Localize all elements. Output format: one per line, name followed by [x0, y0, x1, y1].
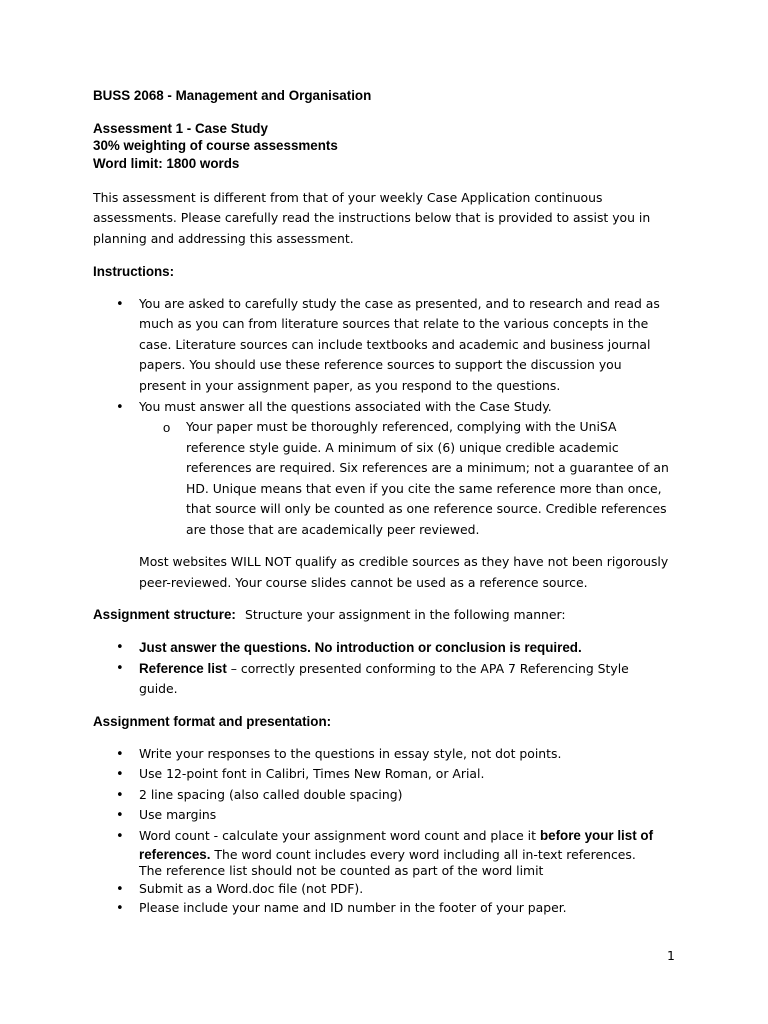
sub-bullet-line: Your paper must be thoroughly referenced, complying with the UniSA	[186, 419, 617, 434]
bullet-line: present in your assignment paper, as you respond to the questions.	[139, 378, 561, 393]
bullet-line: papers. You should use these reference sources to support the discussion you	[139, 357, 622, 372]
format-item-text: Submit as a Word.doc file (not PDF).	[139, 881, 364, 896]
reference-list-label: Reference list	[139, 661, 227, 676]
word-count-line2	[139, 848, 636, 861]
bullet-marker: •	[116, 640, 124, 655]
bullet-marker: •	[116, 297, 124, 312]
bullet-marker: •	[116, 788, 124, 803]
word-count-line3: The reference list should not be counted as part of the word limit	[139, 863, 544, 878]
structure-item-text: Just answer the questions. No introduction or conclusion is required.	[139, 640, 582, 655]
structure-item-line2: guide.	[139, 681, 178, 696]
intro-line: This assessment is different from that of your weekly Case Application continuous	[93, 190, 603, 205]
intro-line: assessments. Please carefully read the instructions below that is provided to assist you in	[93, 210, 651, 225]
sub-bullet-line: reference style guide. A minimum of six (6) unique credible academic	[186, 440, 619, 455]
bullet-line: much as you can from literature sources that relate to the various concepts in the	[139, 316, 649, 331]
intro-line: planning and addressing this assessment.	[93, 231, 354, 246]
bullet-marker: •	[116, 747, 124, 762]
sub-bullet-line: are those that are academically peer reviewed.	[186, 522, 480, 537]
word-count-line1	[139, 829, 653, 842]
word-count-prefix: Word count - calculate your assignment word count and place it	[139, 828, 540, 843]
bullet-marker: •	[116, 400, 124, 415]
format-heading: Assignment format and presentation:	[93, 714, 332, 729]
format-item-text: Write your responses to the questions in essay style, not dot points.	[139, 746, 562, 761]
page-number: 1	[667, 948, 675, 963]
bullet-marker: •	[116, 901, 124, 916]
assessment-word-limit: Word limit: 1800 words	[93, 156, 240, 171]
reference-list-rest: – correctly presented conforming to the APA 7 Referencing Style	[226, 661, 629, 676]
note-line: Most websites WILL NOT qualify as credible sources as they have not been rigorously	[139, 554, 669, 569]
bullet-marker: •	[116, 829, 124, 844]
bullet-marker: •	[116, 661, 124, 676]
structure-heading: Assignment structure:	[93, 607, 236, 622]
sub-bullet-line: that source will only be counted as one reference source. Credible references	[186, 501, 667, 516]
format-item-text: Use margins	[139, 807, 217, 822]
word-count-rest: The word count includes every word including all in-text references.	[210, 847, 636, 862]
bullet-marker: •	[116, 767, 124, 782]
sub-bullet-line: references are required. Six references are a minimum; not a guarantee of an	[186, 460, 669, 475]
instructions-heading: Instructions:	[93, 264, 175, 279]
word-count-emphasis-2: references.	[139, 847, 211, 862]
bullet-line: You must answer all the questions associated with the Case Study.	[139, 399, 552, 414]
bullet-marker: •	[116, 808, 124, 823]
assessment-title: Assessment 1 - Case Study	[93, 121, 268, 136]
bullet-marker: •	[116, 882, 124, 897]
bullet-line: case. Literature sources can include textbooks and academic and business journal	[139, 337, 651, 352]
word-count-emphasis: before your list of	[539, 828, 654, 843]
structure-intro: Structure your assignment in the following manner:	[245, 607, 566, 622]
note-line: peer-reviewed. Your course slides cannot be used as a reference source.	[139, 575, 588, 590]
format-item-text: 2 line spacing (also called double spacing)	[139, 787, 403, 802]
format-item-text: Use 12-point font in Calibri, Times New Roman, or Arial.	[139, 766, 485, 781]
course-title: BUSS 2068 - Management and Organisation	[93, 88, 372, 103]
sub-bullet-line: HD. Unique means that even if you cite the same reference more than once,	[186, 481, 662, 496]
format-item-text: Please include your name and ID number in the footer of your paper.	[139, 900, 567, 915]
bullet-line: You are asked to carefully study the case as presented, and to research and read as	[139, 296, 660, 311]
assessment-weighting: 30% weighting of course assessments	[93, 138, 338, 153]
structure-item-text	[139, 662, 629, 675]
sub-bullet-marker: o	[163, 420, 171, 435]
